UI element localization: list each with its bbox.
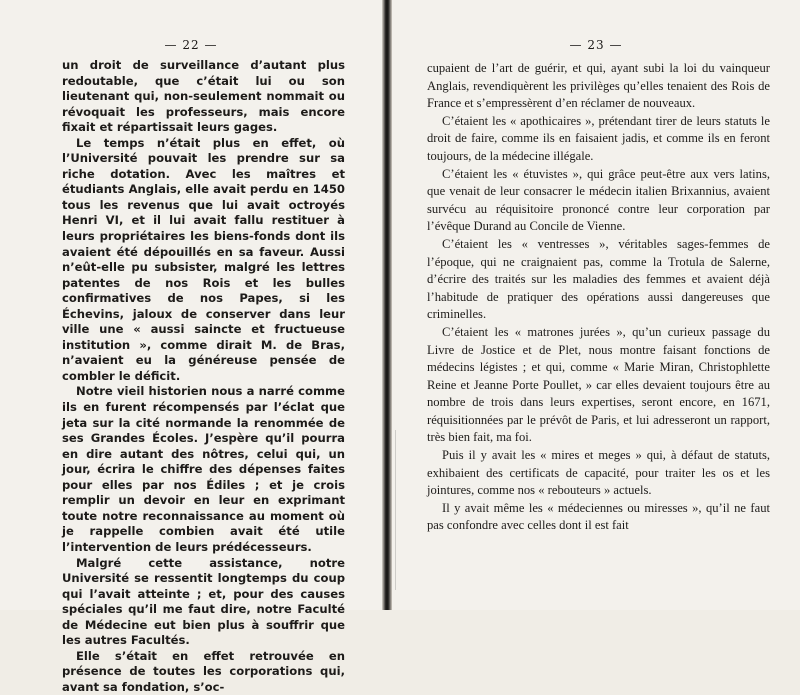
paragraph: C’étaient les « matrones jurées », qu’un curieux passage du Livre de Jostice et de Plet, nous montre faisant fonctions de médecins légistes ; et qui, comme « Marie Miran, Christophlette Reine et Jeanne Porte Poullet, » car elles devaient toujours être au nombre de trois dans leurs expertises, seront encore, en 1671, réquisitionnées par le prévôt de Paris, et lui adresseront un rapport, très bien fait, ma foi. bbox=[427, 324, 770, 445]
page-number: — 23 — bbox=[569, 38, 623, 52]
page-number: — 22 — bbox=[164, 38, 218, 52]
paragraph: un droit de surveillance d’autant plus redoutable, que c’était lui ou son lieutenant qui, non-seulement nommait ou révoquait les professeurs, mais encore fixait et répartissait leurs gages. bbox=[62, 58, 345, 135]
paragraph: Le temps n’était plus en effet, où l’Université pouvait les prendre sur sa riche dotation. Avec les maîtres et étudiants Anglais, elle avait perdu en 1450 tous les revenus que lui avait octroyés Henri VI, et il lui avait fallu restituer à leurs propriétaires les biens-fonds dont ils avaient été dépouillés en sa faveur. Aussi n’eût-elle pu subsister, malgré les lettres patentes de nos Rois et les bulles confirmatives de nos Papes, si les Échevins, jaloux de conserver dans leur ville une « aussi saincte et fructueuse institution », comme dirait M. de Bras, n’avaient eu la généreuse pensée de combler le déficit. bbox=[62, 135, 345, 383]
paragraph: Malgré cette assistance, notre Université se ressentit longtemps du coup qui l’avait atteinte ; et, pour des causes spéciales qu’il me faut dire, notre Faculté de Médecine eut bien plus à souffrir que les autres Facultés. bbox=[62, 555, 345, 648]
page-edge-mark bbox=[395, 430, 406, 590]
paragraph: Puis il y avait les « mires et meges » qui, à défaut de statuts, exhibaient des certificats de capacité, pour traiter les os et les jointures, comme nos « rebouteurs » actuels. bbox=[427, 448, 770, 498]
book-gutter bbox=[382, 0, 392, 610]
paragraph: C’étaient les « apothicaires », prétendant tirer de leurs statuts le droit de faire, comme ils en faisaient jadis, et comme ils en feront toujours, de la médecine illégale. bbox=[427, 113, 770, 163]
body-text bbox=[427, 60, 770, 535]
paragraph: cupaient de l’art de guérir, et qui, ayant subi la loi du vainqueur Anglais, revendiquèrent les privilèges qu’elles tenaient des Rois de France et s’empressèrent d’en réclamer de nouveaux. bbox=[427, 61, 770, 111]
paragraph: C’étaient les « étuvistes », qui grâce peut-être aux vers latins, que venait de leur consacrer le médecin italien Brixannius, avaient survécu au réquisitoire prononcé contre leur corporation par l’évêque Durand au Concile de Vienne. bbox=[427, 166, 770, 234]
left-page bbox=[0, 0, 382, 694]
right-page bbox=[392, 0, 800, 610]
paragraph: Il y avait même les « médeciennes ou miresses », qu’il ne faut pas confondre avec celles dont il est fait bbox=[427, 500, 770, 533]
body-text bbox=[62, 58, 345, 695]
paragraph: C’étaient les « ventresses », véritables sages-femmes de l’époque, qui ne craignaient pas, comme la Trotula de Salerne, d’écrire des traités sur les maladies des femmes et avaient déjà l’habitude de pratiquer des opérations aussi dangereuses que criminelles. bbox=[427, 236, 770, 322]
paragraph: Elle s’était en effet retrouvée en présence de toutes les corporations qui, avant sa fondation, s’oc- bbox=[62, 648, 345, 694]
paragraph: Notre vieil historien nous a narré comme ils en furent récompensés par l’éclat que jeta sur la cité normande la renommée de ses Grandes Écoles. J’espère qu’il pourra en dire autant des nôtres, celui qui, un jour, écrira le chiffre des dépenses faites pour elles par nos Édiles ; et je crois remplir un devoir en leur en exprimant toute notre reconnaissance au moment où je rappelle combien avait été utile l’intervention de leurs prédécesseurs. bbox=[62, 384, 345, 554]
